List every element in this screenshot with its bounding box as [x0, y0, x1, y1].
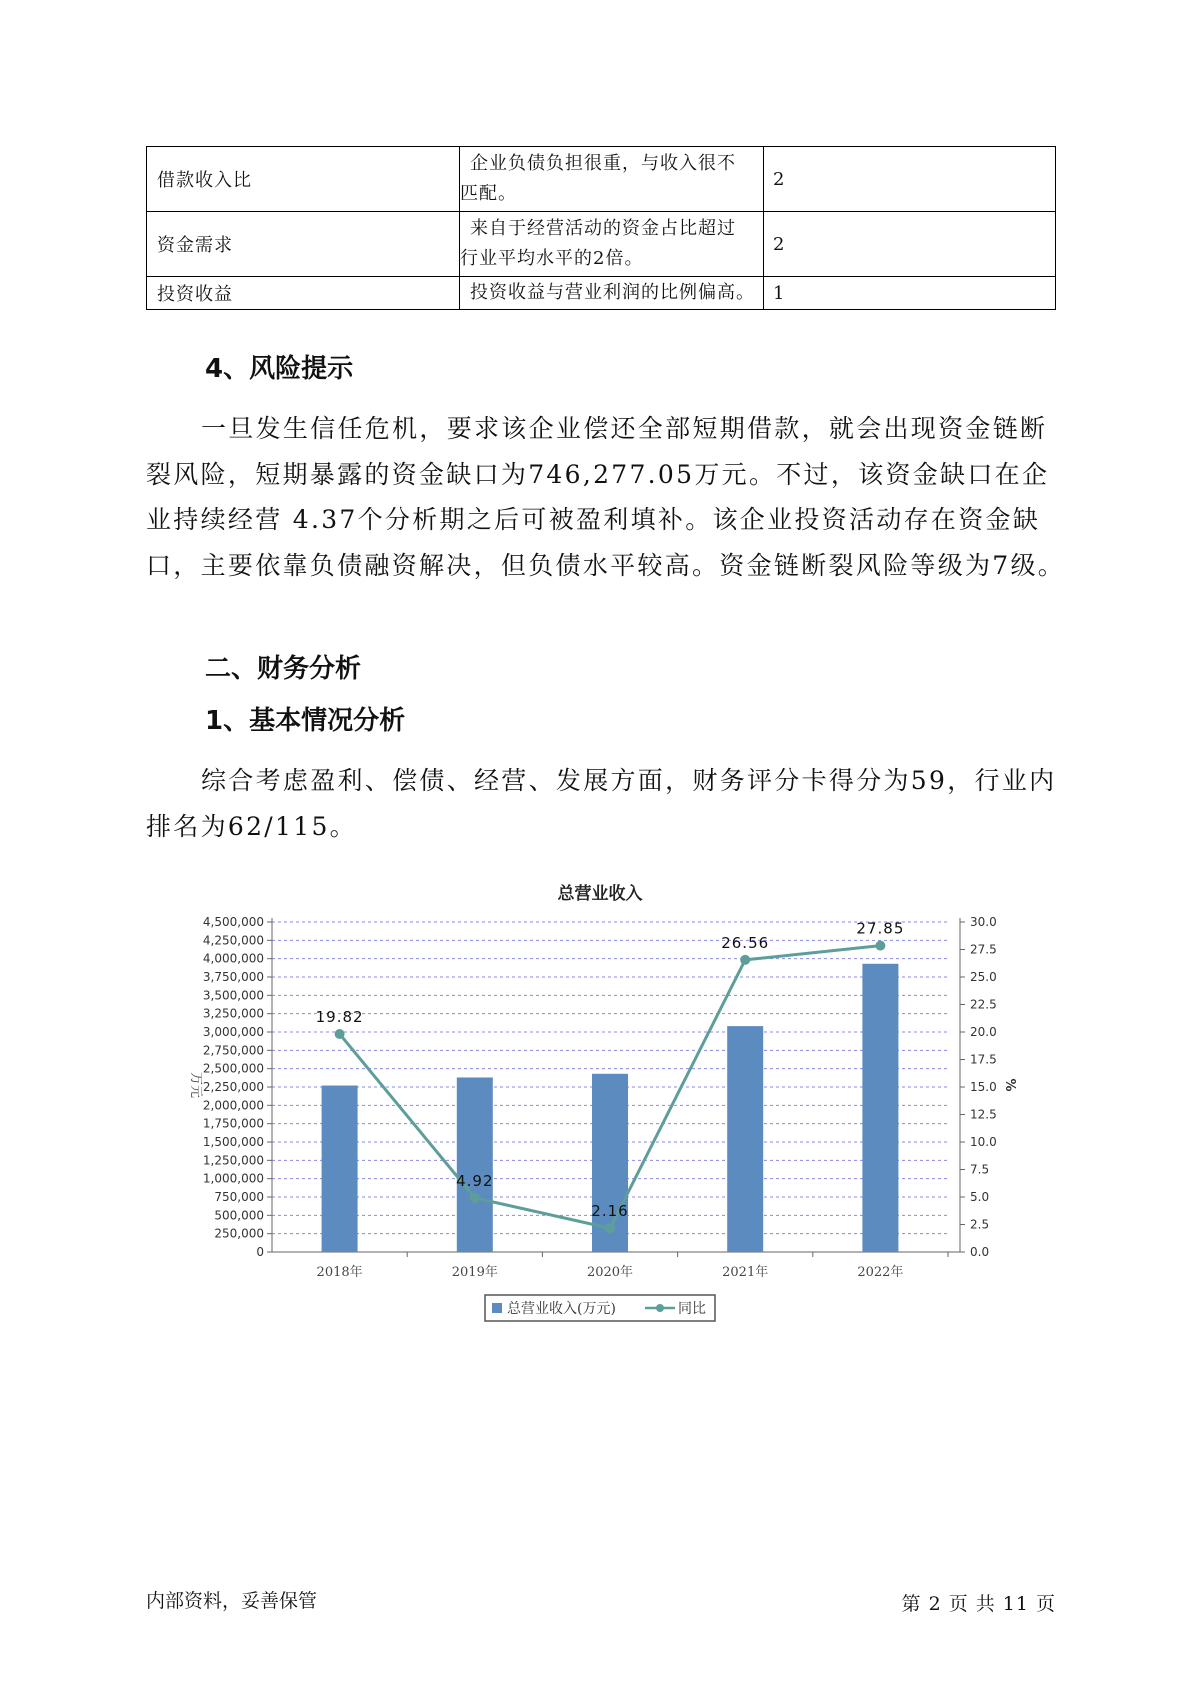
y-tick-label: 2,500,000: [202, 1061, 264, 1076]
legend-bar-swatch: [492, 1303, 502, 1313]
y-tick-label: 2,000,000: [202, 1098, 264, 1113]
y-tick-label: 3,250,000: [202, 1006, 264, 1021]
y2-axis-label: %: [1002, 1078, 1017, 1092]
table-row: [147, 147, 1056, 212]
finance-paragraph: 综合考虑盈利、偿债、经营、发展方面，财务评分卡得分为59，行业内排名为62/115。: [146, 766, 1057, 841]
revenue-bar: [862, 964, 898, 1252]
indicator-score: 2: [764, 147, 1056, 212]
y2-tick-label: 25.0: [970, 970, 997, 984]
y2-tick-label: 20.0: [970, 1025, 997, 1039]
y-tick-label: 3,750,000: [202, 970, 264, 984]
yoy-data-label: 19.82: [315, 1007, 364, 1026]
x-tick-label: 2022年: [857, 1265, 904, 1280]
yoy-data-label: 4.92: [456, 1171, 494, 1190]
legend-line-label: 同比: [678, 1301, 706, 1317]
y2-tick-label: 17.5: [970, 1052, 997, 1067]
y2-tick-label: 22.5: [970, 997, 997, 1012]
x-tick-label: 2019年: [451, 1265, 498, 1280]
y-tick-label: 2,750,000: [202, 1043, 264, 1058]
yoy-point: [605, 1223, 615, 1233]
chart-legend: [485, 1295, 715, 1321]
y2-tick-label: 12.5: [970, 1107, 997, 1122]
legend-line-marker: [656, 1304, 664, 1312]
x-tick-label: 2020年: [586, 1265, 634, 1280]
indicator-name: 借款收入比: [147, 147, 460, 212]
y-tick-label: 1,500,000: [202, 1135, 264, 1149]
yoy-point: [470, 1193, 480, 1203]
table-row: [147, 277, 1056, 310]
indicator-score: 2: [764, 212, 1056, 277]
y2-tick-label: 7.5: [970, 1162, 990, 1177]
x-tick-label: 2021年: [722, 1265, 769, 1280]
y-tick-label: 250,000: [214, 1226, 264, 1241]
indicator-name: 资金需求: [147, 212, 460, 277]
y-tick-label: 0: [256, 1245, 264, 1259]
y2-tick-label: 30.0: [970, 915, 997, 929]
indicator-description: 投资收益与营业利润的比例偏高。: [460, 277, 764, 310]
risk-indicator-table: [146, 146, 1056, 310]
y2-tick-label: 2.5: [970, 1217, 990, 1232]
y-tick-label: 4,500,000: [202, 915, 264, 929]
indicator-description: 来自于经营活动的资金占比超过 行业平均水平的2倍。: [460, 212, 764, 277]
y2-tick-label: 10.0: [970, 1135, 997, 1149]
y-tick-label: 4,250,000: [202, 933, 264, 948]
y-tick-label: 2,250,000: [202, 1080, 264, 1094]
y2-tick-label: 27.5: [970, 942, 997, 957]
indicator-name: 投资收益: [147, 277, 460, 310]
indicator-score: 1: [764, 277, 1056, 310]
basic-analysis-heading: 1、基本情况分析: [205, 706, 406, 736]
y-tick-label: 750,000: [214, 1190, 264, 1204]
chart-title: 总营业收入: [557, 884, 643, 904]
page-number: 第 2 页 共 11 页: [901, 1593, 1056, 1615]
revenue-bar: [457, 1077, 493, 1252]
y-tick-label: 3,000,000: [202, 1025, 264, 1039]
revenue-bar: [727, 1026, 763, 1252]
table-row: [147, 212, 1056, 277]
risk-heading: 4、风险提示: [205, 354, 354, 384]
finance-heading: 二、财务分析: [205, 654, 362, 684]
y-tick-label: 1,000,000: [202, 1171, 264, 1186]
y-axis-label: 万元: [188, 1071, 203, 1099]
x-tick-label: 2018年: [316, 1265, 363, 1280]
indicator-description: 企业负债负担很重，与收入很不 匹配。: [460, 147, 764, 212]
legend-bar-label: 总营业收入(万元): [507, 1301, 616, 1317]
y-tick-label: 4,000,000: [202, 951, 264, 966]
y2-tick-label: 5.0: [970, 1190, 990, 1204]
yoy-data-label: 2.16: [591, 1202, 629, 1221]
risk-paragraph: 一旦发生信任危机，要求该企业偿还全部短期借款，就会出现资金链断裂风险，短期暴露的资金缺口为746,277.05万元。不过，该资金缺口在企业持续经营 4.37个分析期之后可被盈利填补。该企业投资活动存在资金缺口，主要依靠负债融资解决，但负债水平较高。资金链断裂风险等级为7级。: [146, 414, 1066, 580]
confidentiality-note: 内部资料，妥善保管: [146, 1590, 318, 1612]
y-tick-label: 500,000: [214, 1208, 264, 1223]
yoy-point: [875, 941, 885, 951]
yoy-point: [740, 955, 750, 965]
revenue-chart: [170, 870, 1030, 1340]
y-tick-label: 1,250,000: [202, 1153, 264, 1168]
y-tick-label: 1,750,000: [202, 1116, 264, 1131]
y2-tick-label: 15.0: [970, 1080, 997, 1094]
yoy-data-label: 27.85: [856, 919, 905, 938]
yoy-data-label: 26.56: [721, 933, 770, 952]
y2-tick-label: 0.0: [970, 1245, 990, 1259]
y-tick-label: 3,500,000: [202, 988, 264, 1003]
yoy-point: [335, 1029, 345, 1039]
revenue-bar: [322, 1086, 358, 1252]
